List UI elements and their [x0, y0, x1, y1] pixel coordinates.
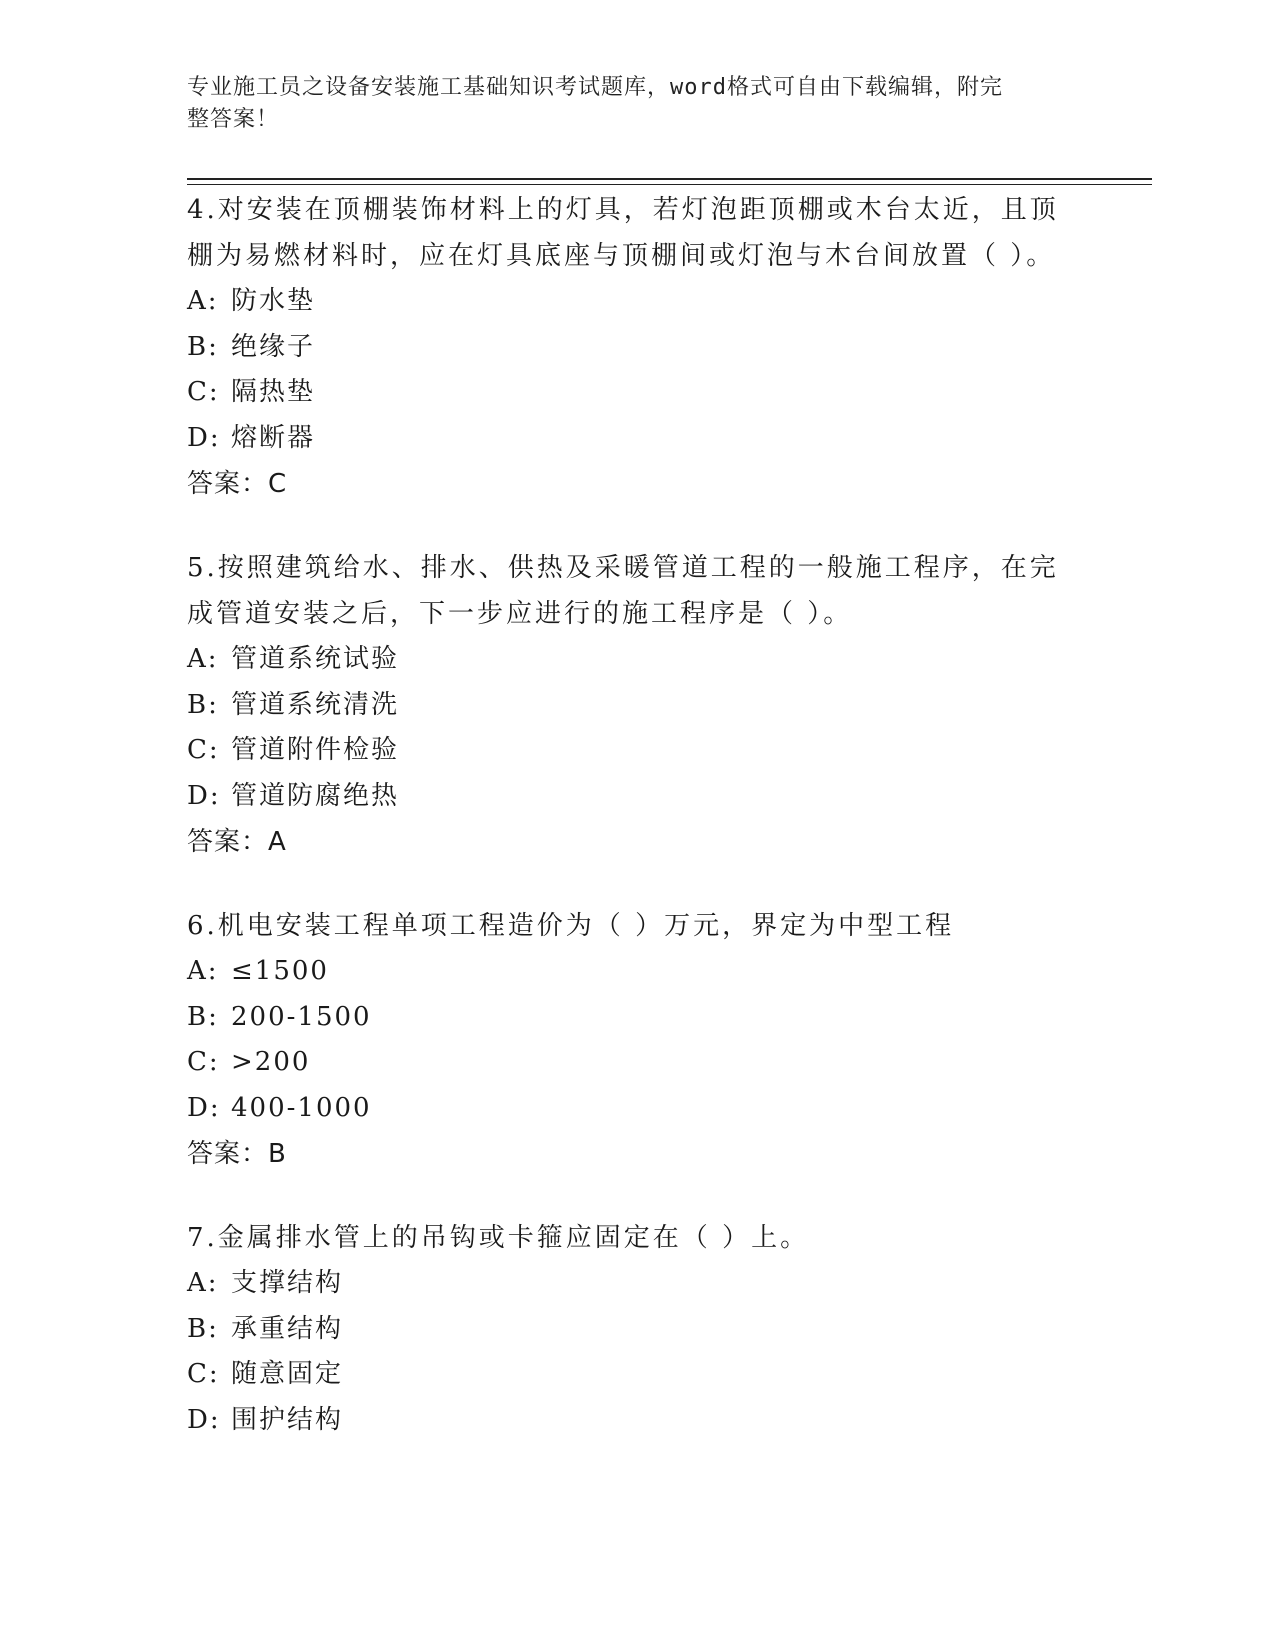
option-key: D:	[187, 1092, 221, 1123]
answer-line: 答案：B	[187, 1139, 287, 1169]
option-key: B:	[187, 331, 219, 362]
option-key: A:	[187, 286, 219, 316]
option-text: 承重结构	[231, 1313, 344, 1344]
option-d	[187, 774, 1077, 820]
option-text: >200	[231, 1047, 311, 1077]
option-text: 绝缘子	[231, 331, 316, 362]
question-list	[187, 187, 1077, 1481]
intro-line: 整答案！	[187, 107, 280, 132]
option-text: 400-1000	[231, 1092, 372, 1123]
option-c	[187, 728, 1077, 774]
question-5	[187, 545, 1077, 865]
option-key: B:	[187, 1313, 219, 1344]
option-c	[187, 370, 1077, 416]
option-text: 防水垫	[231, 286, 316, 316]
question-stem-line: 7.金属排水管上的吊钩或卡箍应固定在（ ）上。	[187, 1223, 810, 1253]
option-key: D:	[187, 422, 221, 453]
option-text: 管道系统清洗	[231, 689, 400, 720]
answer-line: 答案：A	[187, 827, 287, 857]
option-c	[187, 1352, 1077, 1398]
question-stem-line: 棚为易燃材料时，应在灯具底座与顶棚间或灯泡与木台间放置（ ）。	[187, 241, 1056, 271]
intro-line: 专业施工员之设备安装施工基础知识考试题库，word格式可自由下载编辑，附完	[187, 75, 1003, 100]
option-text: 随意固定	[231, 1359, 344, 1389]
option-key: D:	[187, 780, 221, 811]
option-text: 隔热垫	[231, 377, 316, 407]
option-a	[187, 279, 1077, 325]
option-key: D:	[187, 1404, 221, 1435]
option-key: B:	[187, 689, 219, 720]
option-key: A:	[187, 956, 219, 986]
option-b	[187, 995, 1077, 1041]
option-a	[187, 949, 1077, 995]
option-text: 管道附件检验	[231, 735, 400, 765]
header-divider-thick	[187, 178, 1152, 180]
question-stem-line: 4.对安装在顶棚装饰材料上的灯具，若灯泡距顶棚或木台太近，且顶	[187, 195, 1059, 225]
option-text: 支撑结构	[231, 1268, 344, 1298]
question-stem-line: 6.机电安装工程单项工程造价为（ ）万元，界定为中型工程	[187, 911, 955, 941]
option-key: B:	[187, 1001, 219, 1032]
question-4	[187, 187, 1077, 507]
question-stem-line: 5.按照建筑给水、排水、供热及采暖管道工程的一般施工程序，在完	[187, 553, 1059, 583]
option-key: C:	[187, 735, 220, 765]
document-intro	[187, 72, 1067, 136]
option-text: 管道系统试验	[231, 644, 400, 674]
option-text: ≤1500	[231, 956, 329, 986]
option-b	[187, 683, 1077, 729]
question-7	[187, 1215, 1077, 1443]
option-a	[187, 1261, 1077, 1307]
header-divider-thin	[187, 184, 1152, 185]
option-text: 围护结构	[231, 1404, 344, 1435]
option-text: 200-1500	[231, 1001, 372, 1032]
option-b	[187, 1307, 1077, 1353]
option-text: 管道防腐绝热	[231, 780, 400, 811]
answer-line: 答案：C	[187, 469, 288, 499]
option-key: C:	[187, 1047, 220, 1077]
question-6	[187, 903, 1077, 1177]
option-text: 熔断器	[231, 422, 316, 453]
option-key: C:	[187, 1359, 220, 1389]
option-key: A:	[187, 644, 219, 674]
question-stem-line: 成管道安装之后，下一步应进行的施工程序是（ ）。	[187, 599, 853, 629]
option-b	[187, 325, 1077, 371]
option-c	[187, 1040, 1077, 1086]
option-d	[187, 416, 1077, 462]
option-key: C:	[187, 377, 220, 407]
option-d	[187, 1086, 1077, 1132]
option-a	[187, 637, 1077, 683]
option-key: A:	[187, 1268, 219, 1298]
option-d	[187, 1398, 1077, 1444]
